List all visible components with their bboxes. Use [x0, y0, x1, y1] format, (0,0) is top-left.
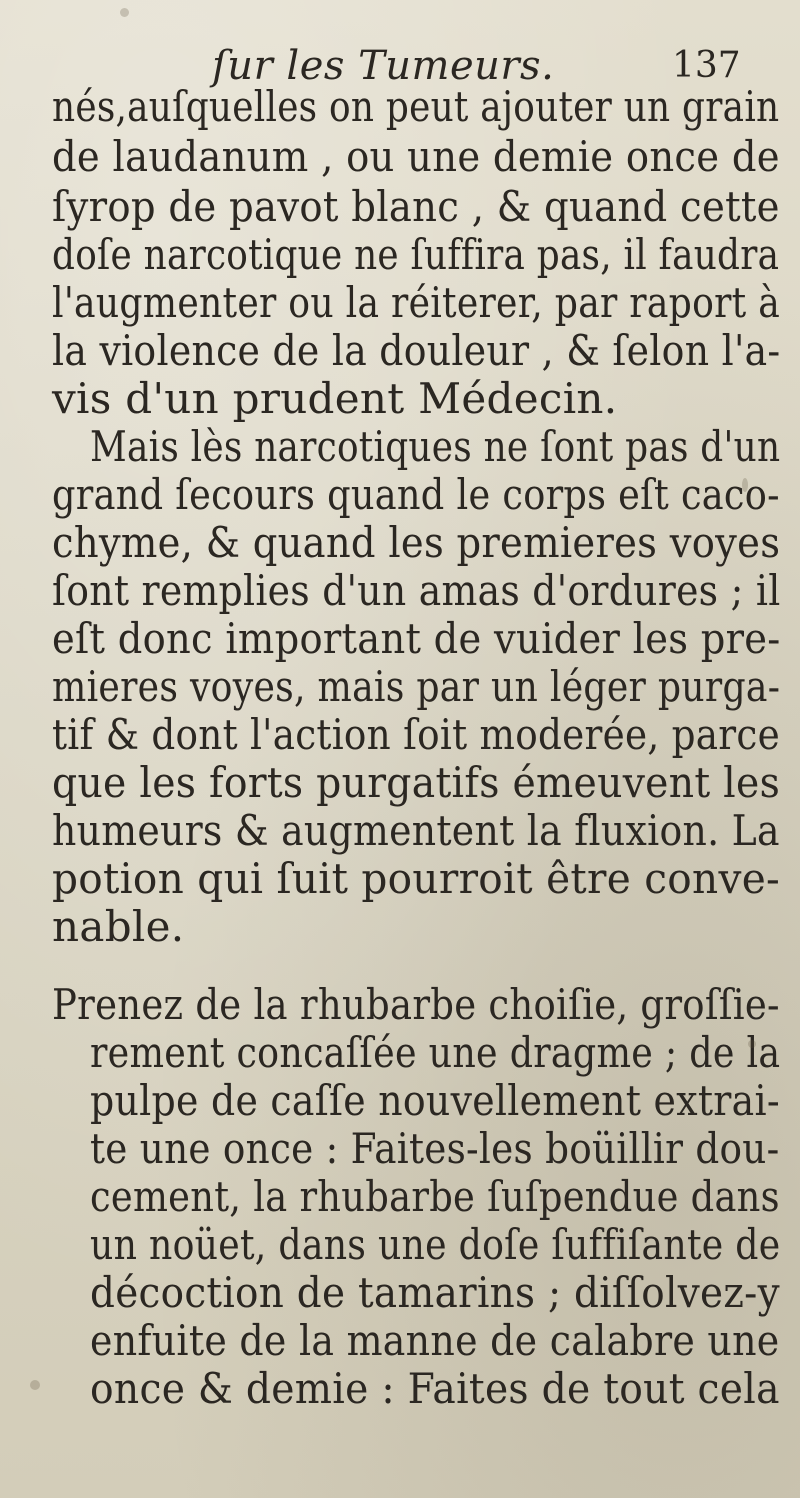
- text-line: eſt donc important de vuider les pre-: [52, 614, 781, 663]
- paper-spot: [742, 478, 748, 492]
- text-line: de laudanum , ou une demie once de: [52, 132, 780, 181]
- text-line: once & demie : Faites de tout cela: [90, 1364, 780, 1413]
- paper-spot: [120, 8, 129, 17]
- text-line: décoction de tamarins ; diſſolvez-y: [90, 1268, 780, 1317]
- text-line: nable.: [52, 902, 185, 951]
- text-line: Mais lès narcotiques ne ſont pas d'un: [90, 422, 781, 471]
- text-line: Prenez de la rhubarbe choiſie, groſſie-: [52, 980, 780, 1029]
- running-head: ſur les Tumeurs.: [212, 43, 555, 89]
- text-line: nés,auſquelles on peut ajouter un grain: [52, 82, 780, 131]
- paper-spot: [30, 1380, 40, 1390]
- text-line: pulpe de caſſe nouvellement extrai-: [90, 1076, 780, 1125]
- text-line: enfuite de la manne de calabre une: [90, 1316, 780, 1365]
- text-line: rement concaſſée une dragme ; de la: [90, 1028, 781, 1077]
- text-line: doſe narcotique ne ſuffira pas, il faudra: [52, 230, 780, 279]
- text-line: un noüet, dans une doſe ſuffiſante de: [90, 1220, 781, 1269]
- text-line: que les forts purgatifs émeuvent les: [52, 758, 781, 807]
- text-line: tif & dont l'action ſoit moderée, parce: [52, 710, 780, 759]
- text-line: chyme, & quand les premieres voyes: [52, 518, 781, 567]
- text-line: ſont remplies d'un amas d'ordures ; il: [52, 566, 781, 615]
- text-line: l'augmenter ou la réiterer, par raport à: [52, 278, 781, 327]
- text-line: humeurs & augmentent la fluxion. La: [52, 806, 780, 855]
- page-number: 137: [672, 45, 741, 86]
- text-line: te une once : Faites-les boüillir dou-: [90, 1124, 780, 1173]
- text-line: vis d'un prudent Médecin.: [52, 374, 618, 423]
- text-line: la violence de la douleur , & ſelon l'a-: [52, 326, 781, 375]
- text-line: cement, la rhubarbe ſuſpendue dans: [90, 1172, 780, 1221]
- text-line: potion qui ſuit pourroit être conve-: [52, 854, 781, 903]
- text-line: grand ſecours quand le corps eſt caco-: [52, 470, 780, 519]
- paper-spot: [748, 1040, 756, 1048]
- text-line: ſyrop de pavot blanc , & quand cette: [52, 182, 780, 231]
- text-line: mieres voyes, mais par un léger purga-: [52, 662, 781, 711]
